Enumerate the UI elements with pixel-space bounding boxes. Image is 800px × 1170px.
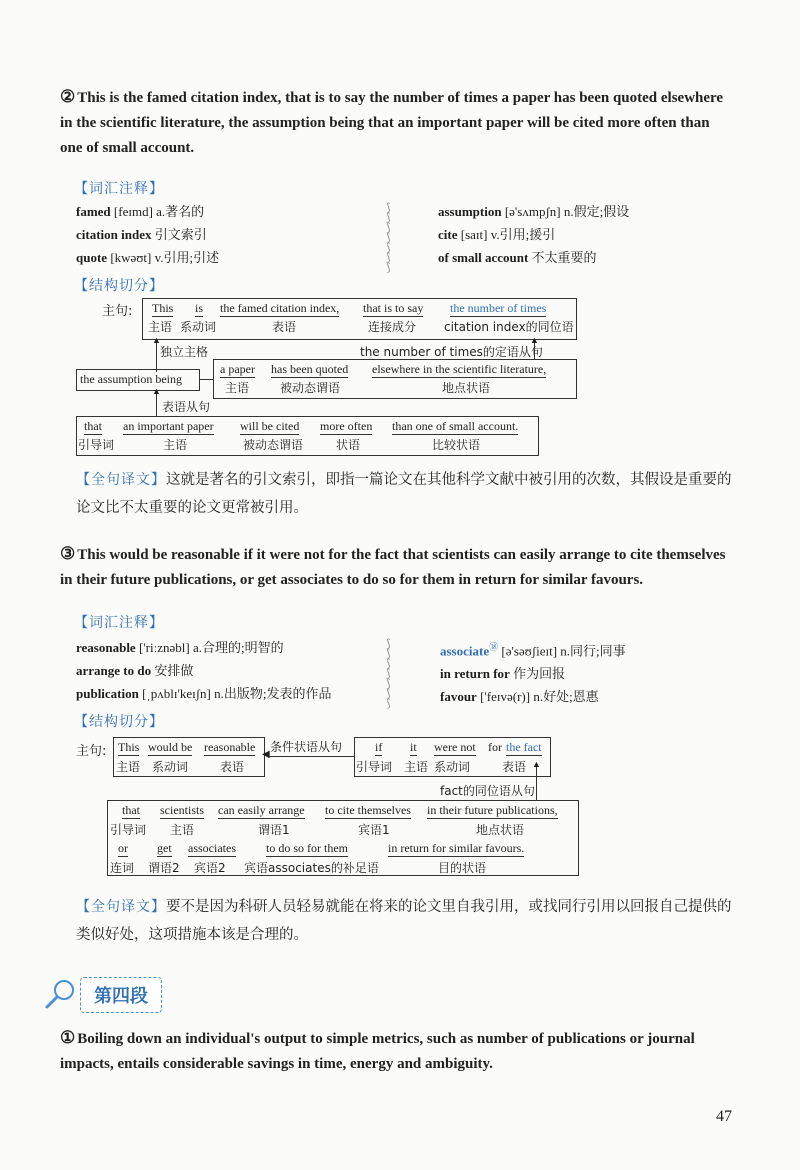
- arrow-up-icon: ▲: [152, 386, 161, 396]
- word: in their future publications,: [427, 803, 558, 817]
- sentence-number: ②: [60, 87, 76, 106]
- arrow-up-icon: ▲: [532, 759, 541, 769]
- main-clause-label: 主句:: [102, 304, 133, 319]
- arrow-up-icon: ▲: [530, 335, 539, 345]
- word: the fact: [506, 740, 542, 754]
- vocab-entry: cite [saɪt] v.引用;援引: [438, 227, 556, 242]
- word: for: [488, 740, 502, 754]
- sentence-4-1: [60, 1025, 740, 1077]
- translation-text: 要不是因为科研人员轻易就能在将来的论文里自我引用，或找同行引用以回报自己提供的类似好处，这项措施本该是合理的。: [76, 899, 732, 943]
- role-label: 宾语2: [194, 861, 226, 875]
- word: more often: [320, 419, 373, 433]
- sentence-2: [60, 84, 725, 161]
- sentence-text: This would be reasonable if it were not for the fact that scientists can easily arrange to cite themselves in their future publications, or get associates to do so for them in return for similar favours.: [60, 547, 726, 588]
- connector: [199, 379, 213, 380]
- word: were not: [434, 740, 476, 754]
- role-label: 地点状语: [476, 823, 525, 837]
- role-label: 引导词: [78, 438, 115, 452]
- word: can easily arrange: [218, 803, 305, 817]
- vocab-list-right: [438, 200, 738, 269]
- role-label: 目的状语: [438, 861, 487, 875]
- word: has been quoted: [271, 362, 349, 376]
- role-label: 表语: [220, 760, 245, 774]
- vocab-tag: 【词汇注释】: [74, 181, 164, 197]
- word: associates: [188, 841, 236, 855]
- vocab-entry: favour ['feɪvə(r)] n.好处;恩惠: [440, 689, 599, 705]
- arrow-up-icon: ▲: [152, 335, 161, 345]
- sentence-3: [60, 541, 740, 593]
- word: This: [152, 301, 174, 315]
- translation-tag: 【全句译文】: [76, 472, 166, 488]
- role-label: 主语: [163, 438, 188, 452]
- role-label: 比较状语: [432, 438, 481, 452]
- vocab-entry: associate⑱ [ə'səʊʃieɪt] n.同行;同事: [440, 642, 626, 659]
- word: an important paper: [123, 419, 214, 433]
- word: is: [195, 301, 204, 315]
- word: the assumption being: [80, 372, 182, 386]
- word: than one of small account.: [392, 419, 519, 433]
- translation-3: [76, 893, 744, 949]
- word: scientists: [160, 803, 204, 817]
- structure-tag: 【结构切分】: [74, 714, 164, 730]
- vocab-entry: reasonable ['riːznəbl] a.合理的;明智的: [76, 640, 284, 655]
- word: that: [122, 803, 140, 817]
- vocab-entry: assumption [ə'sʌmpʃn] n.假定;假设: [438, 204, 630, 219]
- role-label: 谓语2: [148, 861, 180, 875]
- word: the number of times: [450, 301, 547, 315]
- role-label: 系动词: [434, 760, 471, 774]
- role-label: 状语: [336, 438, 361, 452]
- word: This: [118, 740, 140, 754]
- vocab-entry: citation index 引文索引: [76, 227, 207, 242]
- role-label: 系动词: [152, 760, 189, 774]
- role-label: 引导词: [110, 823, 147, 837]
- role-label: 地点状语: [442, 381, 491, 395]
- role-label: 主语: [225, 381, 250, 395]
- section-title: 第四段: [80, 977, 162, 1013]
- arrow-left-icon: ◀: [262, 749, 270, 760]
- vocab-list-left: [76, 200, 386, 269]
- vocab-entry: quote [kwəʊt] v.引用;引述: [76, 250, 220, 265]
- sentence-text: Boiling down an individual's output to simple metrics, such as number of publications or journal impacts, entails considerable savings in time, energy and ambiguity.: [60, 1031, 695, 1072]
- sentence-text: This is the famed citation index, that is to say the number of times a paper has been quoted elsewhere in the scientific literature, the assumption being that an important paper will be cited more often than one of small account.: [60, 90, 724, 156]
- sentence-number: ③: [60, 544, 76, 563]
- word: to cite themselves: [325, 803, 411, 817]
- translation-tag: 【全句译文】: [76, 899, 166, 915]
- vocab-tag: 【词汇注释】: [74, 615, 164, 631]
- vocab-entry: of small account 不太重要的: [438, 250, 597, 265]
- role-label: 谓语1: [258, 823, 290, 837]
- page-number: 47: [716, 1108, 732, 1125]
- role-label: 被动态谓语: [280, 381, 341, 395]
- vocab-entry: in return for 作为回报: [440, 666, 566, 682]
- magnifier-icon: [44, 978, 78, 1015]
- word: or: [118, 841, 128, 855]
- role-label: citation index的同位语: [444, 320, 574, 334]
- divider: ⟆ ⟆ ⟆ ⟆ ⟆ ⟆ ⟆: [386, 638, 391, 710]
- vocab-entry: arrange to do 安排做: [76, 663, 194, 678]
- role-label: 引导词: [356, 760, 393, 774]
- vocab-list-right: [440, 636, 740, 708]
- word: elsewhere in the scientific literature,: [372, 362, 547, 376]
- word: it: [410, 740, 417, 754]
- vocab-entry: famed [feɪmd] a.著名的: [76, 204, 205, 219]
- divider: ⟆ ⟆ ⟆ ⟆ ⟆ ⟆ ⟆: [386, 202, 391, 274]
- translation-text: 这就是著名的引文索引，即指一篇论文在其他科学文献中被引用的次数，其假设是重要的论文比不太重要的论文更常被引用。: [76, 472, 732, 516]
- word: a paper: [220, 362, 255, 376]
- predicative-clause-label: 表语从句: [162, 400, 211, 414]
- role-label: 宾语1: [358, 823, 390, 837]
- role-label: 主语: [404, 760, 429, 774]
- word: would be: [148, 740, 193, 754]
- role-label: 宾语associates的补足语: [244, 861, 379, 875]
- role-label: 主语: [148, 320, 173, 334]
- word: the famed citation index,: [220, 301, 340, 315]
- word: will be cited: [240, 419, 300, 433]
- role-label: 连词: [110, 861, 135, 875]
- word: reasonable: [204, 740, 256, 754]
- role-label: 主语: [116, 760, 141, 774]
- role-label: 被动态谓语: [243, 438, 304, 452]
- role-label: 连接成分: [368, 320, 417, 334]
- absolute-label: 独立主格: [160, 345, 209, 359]
- cond-clause-label: 条件状语从句: [270, 740, 343, 754]
- sentence-number: ①: [60, 1028, 76, 1047]
- translation-2: [76, 466, 744, 522]
- word: in return for similar favours.: [388, 841, 525, 855]
- word: get: [157, 841, 172, 855]
- appos-clause-label: fact的同位语从句: [440, 784, 535, 798]
- role-label: 表语: [272, 320, 297, 334]
- word: that is to say: [363, 301, 424, 315]
- role-label: 表语: [502, 760, 527, 774]
- word: to do so for them: [266, 841, 348, 855]
- role-label: 主语: [170, 823, 195, 837]
- main-clause-label: 主句:: [76, 744, 107, 759]
- connector: [268, 756, 354, 757]
- vocab-list-left: [76, 636, 386, 705]
- structure-tag: 【结构切分】: [74, 278, 164, 294]
- vocab-entry: publication [ˌpʌblɪ'keɪʃn] n.出版物;发表的作品: [76, 686, 332, 701]
- word: if: [375, 740, 383, 754]
- word: that: [84, 419, 102, 433]
- attr-clause-label: the number of times的定语从句: [360, 345, 543, 359]
- role-label: 系动词: [180, 320, 217, 334]
